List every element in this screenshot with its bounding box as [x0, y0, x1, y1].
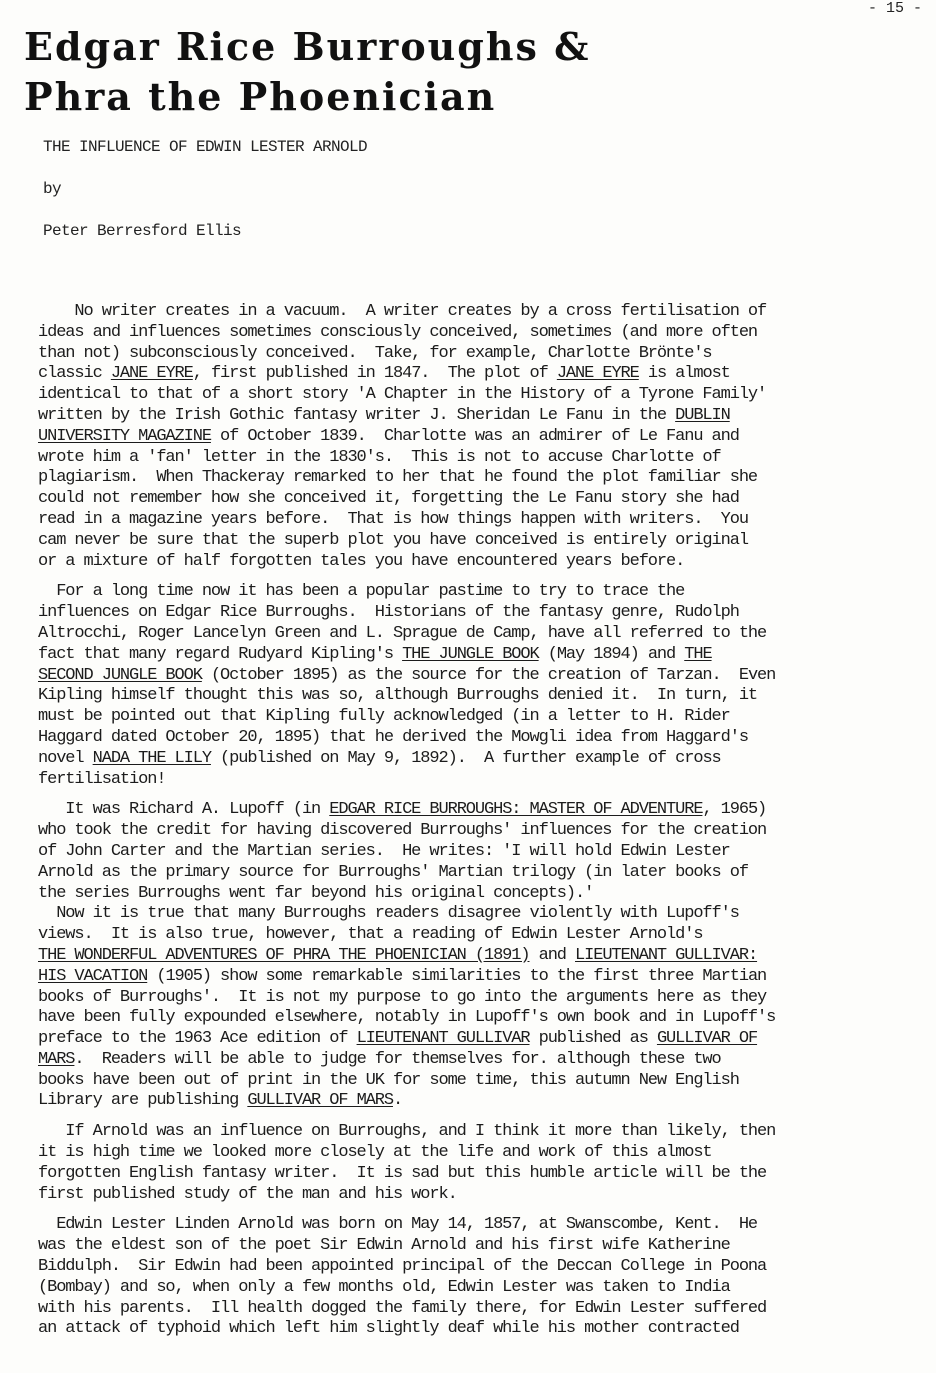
- text-run: No writer creates in a vacuum. A writer creates by a cross fertilisation of: [38, 302, 767, 321]
- text-line: [38, 1029, 888, 1050]
- underlined-title: LIEUTENANT GULLIVAR: [356, 1029, 530, 1049]
- paragraph: [38, 1122, 888, 1205]
- underlined-title: MARS: [38, 1049, 75, 1069]
- text-line: [38, 531, 888, 552]
- text-run: read in a magazine years before. That is how things happen with writers. You: [38, 509, 748, 529]
- underlined-title: HIS VACATION: [38, 966, 148, 986]
- text-run: was the eldest son of the poet Sir Edwin Arnold and his first wife Katherine: [38, 1236, 730, 1256]
- paragraph: [38, 1215, 888, 1340]
- text-run: For a long time now it has been a popular pastime to try to trace the: [38, 582, 685, 602]
- text-line: [38, 364, 888, 385]
- text-run: (published on May 9, 1892). A further example of cross: [210, 748, 721, 768]
- text-line: [38, 1236, 888, 1257]
- text-line: [38, 603, 888, 624]
- text-run: fertilisation!: [38, 769, 166, 789]
- text-line: [38, 1299, 888, 1320]
- article-subtitle: THE INFLUENCE OF EDWIN LESTER ARNOLD: [43, 138, 368, 156]
- text-line: [38, 1215, 888, 1236]
- paragraph: [38, 302, 888, 572]
- text-line: [38, 406, 888, 427]
- text-line: [38, 884, 888, 905]
- text-line: [38, 967, 888, 988]
- text-line: [38, 385, 888, 406]
- text-run: fact that many regard Rudyard Kipling's: [38, 644, 403, 664]
- paragraph-gap: [38, 790, 888, 800]
- underlined-title: NADA THE LILY: [92, 748, 211, 768]
- text-run: published as: [529, 1029, 657, 1049]
- text-line: [38, 1278, 888, 1299]
- text-run: written by the Irish Gothic fantasy writer J. Sheridan Le Fanu in the: [38, 405, 676, 425]
- underlined-title: JANE EYRE: [110, 364, 193, 384]
- text-run: and: [529, 945, 576, 965]
- text-line: [38, 645, 888, 666]
- text-run: (May 1894) and: [538, 644, 685, 664]
- text-line: [38, 1050, 888, 1071]
- text-line: [38, 448, 888, 469]
- text-run: Altrocchi, Roger Lancelyn Green and L. Sprague de Camp, have all referred to the: [38, 623, 767, 643]
- text-run: plagiarism. When Thackeray remarked to her that he found the plot familiar she: [38, 468, 758, 488]
- text-line: [38, 1091, 888, 1112]
- underlined-title: JANE EYRE: [556, 364, 639, 384]
- text-run: (October 1895) as the source for the creation of Tarzan. Even: [201, 665, 776, 685]
- text-run: classic: [38, 364, 111, 384]
- underlined-title: THE: [684, 644, 712, 664]
- text-run: Now it is true that many Burroughs readers disagree violently with Lupoff's: [38, 904, 739, 924]
- paragraph: [38, 800, 888, 1112]
- text-run: of John Carter and the Martian series. He writes: 'I will hold Edwin Lester: [38, 841, 730, 861]
- text-line: [38, 1143, 888, 1164]
- underlined-title: THE WONDERFUL ADVENTURES OF PHRA THE PHOENICIAN (1891): [38, 945, 530, 965]
- text-run: have been fully expounded elsewhere, notably in Lupoff's own book and in Lupoff's: [38, 1008, 776, 1028]
- text-run: preface to the 1963 Ace edition of: [38, 1029, 357, 1049]
- text-run: ideas and influences sometimes consciously conceived, sometimes (and more often: [38, 322, 758, 342]
- paragraph-gap: [38, 1112, 888, 1122]
- text-run: identical to that of a short story 'A Chapter in the History of a Tyrone Family': [38, 385, 767, 405]
- text-run: cam never be sure that the superb plot you have conceived is entirely original: [38, 530, 748, 550]
- underlined-title: LIEUTENANT GULLIVAR:: [575, 945, 758, 965]
- text-line: [38, 800, 888, 821]
- text-run: could not remember how she conceived it, forgetting the Le Fanu story she had: [38, 489, 739, 509]
- underlined-title: GULLIVAR OF: [656, 1029, 758, 1049]
- text-line: [38, 988, 888, 1009]
- text-run: (1905) show some remarkable similarities to the first three Martian: [147, 966, 767, 986]
- article-title: [24, 22, 590, 122]
- text-run: an attack of typhoid which left him slightly deaf while his mother contracted: [38, 1319, 739, 1339]
- text-line: [38, 582, 888, 603]
- paragraph: [38, 582, 888, 790]
- text-line: [38, 904, 888, 925]
- text-run: the series Burroughs went far beyond his original concepts).': [38, 883, 594, 903]
- text-line: [38, 552, 888, 573]
- text-line: [38, 1122, 888, 1143]
- text-run: or a mixture of half forgotten tales you have encountered years before.: [38, 551, 685, 571]
- text-run: novel: [38, 748, 93, 768]
- text-run: views. It is also true, however, that a reading of Edwin Lester Arnold's: [38, 925, 703, 945]
- underlined-title: SECOND JUNGLE BOOK: [38, 665, 202, 685]
- text-run: .: [392, 1091, 403, 1111]
- text-run: . Readers will be able to judge for themselves for. although these two: [74, 1049, 721, 1069]
- text-run: books of Burroughs'. It is not my purpose to go into the arguments here as they: [38, 987, 767, 1007]
- text-run: (Bombay) and so, when only a few months old, Edwin Lester was taken to India: [38, 1277, 730, 1297]
- text-run: Library are publishing: [38, 1091, 248, 1111]
- text-run: must be pointed out that Kipling fully acknowledged (in a letter to H. Rider: [38, 707, 730, 727]
- article-title-line-2: Phra the Phoenician: [24, 74, 497, 119]
- article-body: [38, 302, 888, 1340]
- text-run: of October 1839. Charlotte was an admirer of Le Fanu and: [210, 426, 739, 446]
- text-line: [38, 821, 888, 842]
- text-line: [38, 707, 888, 728]
- text-run: Biddulph. Sir Edwin had been appointed principal of the Deccan College in Poona: [38, 1257, 767, 1277]
- text-line: [38, 427, 888, 448]
- author-name: Peter Berresford Ellis: [43, 222, 242, 240]
- text-run: is almost: [638, 364, 730, 384]
- text-run: Arnold as the primary source for Burroughs' Martian trilogy (in later books of: [38, 862, 748, 882]
- text-line: [38, 510, 888, 531]
- text-line: [38, 468, 888, 489]
- text-line: [38, 302, 888, 323]
- underlined-title: UNIVERSITY MAGAZINE: [38, 426, 211, 446]
- text-run: wrote him a 'fan' letter in the 1830's. This is not to accuse Charlotte of: [38, 447, 721, 467]
- text-line: [38, 624, 888, 645]
- text-line: [38, 323, 888, 344]
- underlined-title: DUBLIN: [675, 405, 730, 425]
- text-line: [38, 344, 888, 365]
- text-line: [38, 728, 888, 749]
- underlined-title: THE JUNGLE BOOK: [402, 644, 539, 664]
- paragraph-gap: [38, 572, 888, 582]
- text-line: [38, 946, 888, 967]
- text-run: who took the credit for having discovered Burroughs' influences for the creation: [38, 821, 767, 841]
- text-line: [38, 925, 888, 946]
- text-line: [38, 489, 888, 510]
- text-line: [38, 842, 888, 863]
- text-run: first published study of the man and his work.: [38, 1184, 457, 1204]
- text-run: Haggard dated October 20, 1895) that he derived the Mowgli idea from Haggard's: [38, 727, 748, 747]
- text-run: Edwin Lester Linden Arnold was born on May 14, 1857, at Swanscombe, Kent. He: [38, 1215, 758, 1235]
- text-run: with his parents. Ill health dogged the family there, for Edwin Lester suffered: [38, 1298, 767, 1318]
- text-run: forgotten English fantasy writer. It is sad but this humble article will be the: [38, 1163, 767, 1183]
- text-line: [38, 1257, 888, 1278]
- text-run: influences on Edgar Rice Burroughs. Historians of the fantasy genre, Rudolph: [38, 603, 739, 623]
- text-line: [38, 1185, 888, 1206]
- text-run: It was Richard A. Lupoff (in: [38, 800, 330, 820]
- text-run: Kipling himself thought this was so, although Burroughs denied it. In turn, it: [38, 686, 758, 706]
- text-run: If Arnold was an influence on Burroughs, and I think it more than likely, then: [38, 1122, 776, 1142]
- text-run: it is high time we looked more closely at the life and work of this almost: [38, 1143, 712, 1163]
- page-number: - 15 -: [867, 0, 922, 17]
- text-run: than not) subconsciously conceived. Take, for example, Charlotte Brönte's: [38, 343, 712, 363]
- text-line: [38, 1071, 888, 1092]
- text-line: [38, 1008, 888, 1029]
- text-line: [38, 1319, 888, 1340]
- text-line: [38, 749, 888, 770]
- underlined-title: EDGAR RICE BURROUGHS: MASTER OF ADVENTURE: [329, 800, 703, 820]
- text-line: [38, 1164, 888, 1185]
- text-line: [38, 686, 888, 707]
- paragraph-gap: [38, 1205, 888, 1215]
- text-run: , 1965): [702, 800, 767, 820]
- article-title-line-1: Edgar Rice Burroughs &: [24, 24, 591, 69]
- underlined-title: GULLIVAR OF MARS: [247, 1091, 393, 1111]
- text-line: [38, 863, 888, 884]
- text-run: , first published in 1847. The plot of: [192, 364, 557, 384]
- text-line: [38, 666, 888, 687]
- text-run: books have been out of print in the UK for some time, this autumn New English: [38, 1070, 739, 1090]
- text-line: [38, 770, 888, 791]
- byline-label: by: [43, 180, 62, 198]
